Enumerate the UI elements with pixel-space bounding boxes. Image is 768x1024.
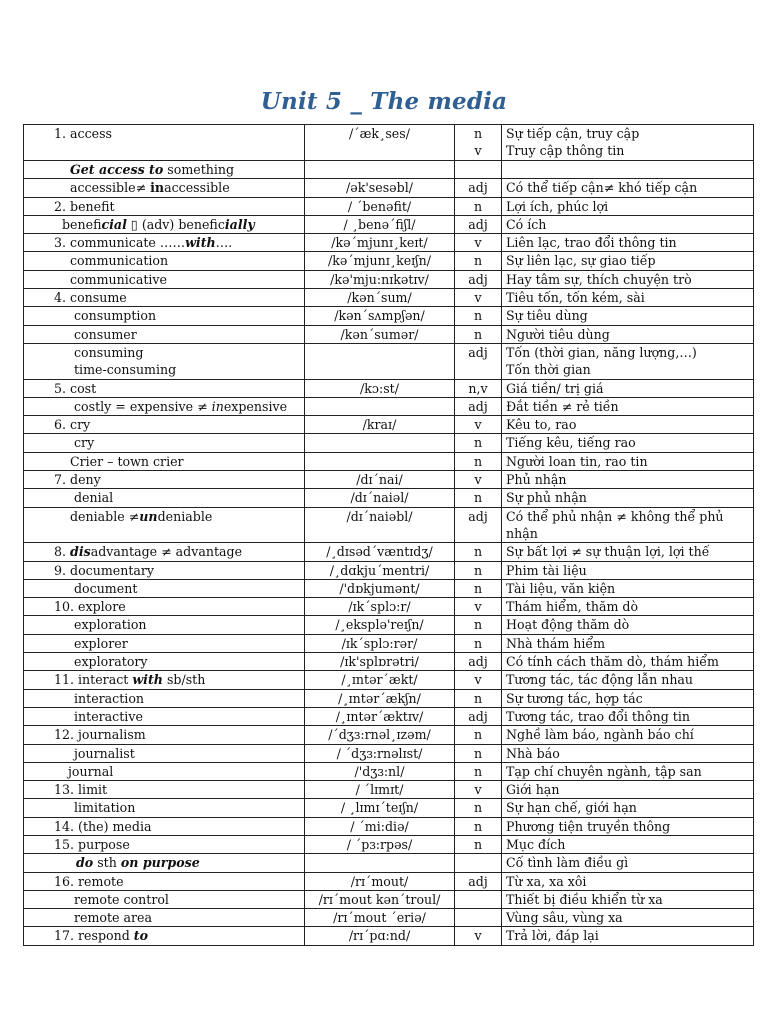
vocab-pronunciation — [305, 434, 455, 452]
vocab-part-of-speech: adj — [455, 179, 502, 197]
vocab-meaning: Liên lạc, trao đổi thông tin — [502, 234, 754, 252]
vocab-part-of-speech: n — [455, 817, 502, 835]
vocab-meaning: Tiếng kêu, tiếng rao — [502, 434, 754, 452]
vocab-row — [24, 234, 754, 252]
word-segment: to — [133, 928, 149, 944]
word-segment: 1. access — [54, 126, 113, 141]
vocab-pronunciation: / ¸benəˊfiʃl/ — [305, 215, 455, 233]
vocab-pronunciation: /¸dɪsədˊvæntɪdʒ/ — [305, 543, 455, 561]
vocab-meaning: Mục đích — [502, 835, 754, 853]
vocab-row — [24, 634, 754, 652]
vocab-pronunciation: /kə'mju:nɪkətɪv/ — [305, 270, 455, 288]
vocab-pronunciation — [305, 343, 455, 379]
word-segment: un — [139, 508, 158, 524]
vocab-word — [24, 507, 305, 543]
vocab-word — [24, 289, 305, 307]
vocab-row — [24, 289, 754, 307]
word-segment: journalist — [74, 745, 135, 761]
vocab-pronunciation: /ˊæk¸ses/ — [305, 125, 455, 161]
vocab-row — [24, 252, 754, 270]
word-segment: interactive — [74, 708, 143, 724]
word-segment: 5. cost — [54, 380, 97, 396]
vocab-part-of-speech: v — [455, 234, 502, 252]
vocab-word — [24, 215, 305, 233]
vocab-row — [24, 616, 754, 634]
word-segment: in — [150, 180, 165, 196]
vocab-row — [24, 507, 754, 543]
vocab-word — [24, 434, 305, 452]
vocab-word — [24, 854, 305, 872]
vocab-row — [24, 343, 754, 379]
vocab-pronunciation: /rɪˊmout/ — [305, 872, 455, 890]
vocab-part-of-speech: n — [455, 762, 502, 780]
vocab-meaning: Phương tiện truyền thông — [502, 817, 754, 835]
vocab-part-of-speech: n — [455, 616, 502, 634]
vocab-row — [24, 707, 754, 725]
word-segment: ially — [224, 216, 255, 232]
vocab-row — [24, 689, 754, 707]
vocab-word — [24, 762, 305, 780]
word-segment: interaction — [74, 690, 145, 706]
vocab-word — [24, 890, 305, 908]
vocab-pronunciation: /kraɪ/ — [305, 416, 455, 434]
vocab-row — [24, 197, 754, 215]
vocab-word — [24, 689, 305, 707]
vocab-row — [24, 416, 754, 434]
word-segment: on purpose — [120, 855, 200, 871]
vocab-word — [24, 927, 305, 945]
vocab-pronunciation: /kənˊsumər/ — [305, 325, 455, 343]
vocab-pronunciation: /rɪˊpɑ:nd/ — [305, 927, 455, 945]
word-segment: 14. (the) media — [54, 818, 152, 834]
vocab-part-of-speech: n — [455, 689, 502, 707]
word-segment: ▯ (adv) benefic — [126, 216, 225, 232]
word-segment: 10. explore — [54, 599, 126, 615]
vocab-part-of-speech: n v — [455, 125, 502, 161]
vocab-word — [24, 598, 305, 616]
vocab-word — [24, 307, 305, 325]
vocab-row — [24, 543, 754, 561]
vocab-meaning: Người loan tin, rao tin — [502, 452, 754, 470]
vocab-row — [24, 799, 754, 817]
word-segment: consumption — [74, 308, 157, 324]
word-segment: 6. cry — [54, 417, 91, 433]
word-segment: 15. purpose — [54, 836, 130, 852]
vocab-row — [24, 489, 754, 507]
vocab-meaning: Có ích — [502, 215, 754, 233]
vocab-pronunciation: /ək'sesəbl/ — [305, 179, 455, 197]
vocab-meaning: Có tính cách thăm dò, thám hiểm — [502, 653, 754, 671]
vocab-part-of-speech: n — [455, 543, 502, 561]
vocab-meaning: Nhà báo — [502, 744, 754, 762]
vocabulary-table-body — [24, 125, 754, 946]
vocab-row — [24, 179, 754, 197]
vocab-meaning: Giới hạn — [502, 781, 754, 799]
vocab-meaning: Cố tình làm điều gì — [502, 854, 754, 872]
vocab-row — [24, 726, 754, 744]
vocab-row — [24, 598, 754, 616]
vocab-word — [24, 671, 305, 689]
vocab-row — [24, 835, 754, 853]
vocab-pronunciation: / ˊbenəfit/ — [305, 197, 455, 215]
vocab-pronunciation: /¸ɪntərˊækʃn/ — [305, 689, 455, 707]
vocab-word — [24, 579, 305, 597]
word-segment: cry — [74, 435, 95, 451]
vocab-part-of-speech: n — [455, 579, 502, 597]
vocab-part-of-speech: n — [455, 835, 502, 853]
vocab-meaning: Giá tiền/ trị giá — [502, 379, 754, 397]
word-segment: denial — [74, 490, 114, 506]
vocab-pronunciation: /dɪˊnaiəl/ — [305, 489, 455, 507]
vocab-part-of-speech: adj — [455, 653, 502, 671]
word-segment: 17. respond — [54, 928, 134, 944]
word-segment: 9. documentary — [54, 562, 155, 578]
word-segment: 13. limit — [54, 782, 108, 798]
vocab-word — [24, 653, 305, 671]
vocab-meaning — [502, 161, 754, 179]
vocab-meaning: Hoạt động thăm dò — [502, 616, 754, 634]
vocab-word — [24, 234, 305, 252]
vocab-meaning: Sự tiêu dùng — [502, 307, 754, 325]
word-segment: 7. deny — [54, 472, 101, 488]
word-segment: 4. consume — [54, 290, 127, 306]
vocab-meaning: Vùng sâu, vùng xa — [502, 909, 754, 927]
vocab-meaning: Có thể tiếp cận≠ khó tiếp cận — [502, 179, 754, 197]
vocab-word — [24, 325, 305, 343]
vocab-word — [24, 817, 305, 835]
vocab-pronunciation: /dɪˊnaiəbl/ — [305, 507, 455, 543]
vocab-meaning: Tốn (thời gian, năng lượng,…) Tốn thời gian — [502, 343, 754, 379]
vocab-pronunciation: /¸dɑkjuˊmentri/ — [305, 561, 455, 579]
word-segment: Crier – town crier — [70, 453, 184, 469]
vocab-word — [24, 343, 305, 379]
vocab-part-of-speech: n — [455, 197, 502, 215]
vocab-pronunciation — [305, 854, 455, 872]
vocab-pronunciation: /ˊdʒɜ:rnəl¸ɪzəm/ — [305, 726, 455, 744]
vocab-pronunciation: /'dʒɜ:nl/ — [305, 762, 455, 780]
vocab-word — [24, 616, 305, 634]
vocab-row — [24, 125, 754, 161]
vocab-meaning: Tương tác, tác động lẫn nhau — [502, 671, 754, 689]
vocab-word — [24, 707, 305, 725]
vocab-word — [24, 379, 305, 397]
vocab-meaning: Sự tương tác, hợp tác — [502, 689, 754, 707]
word-segment: consumer — [74, 326, 137, 342]
word-segment: Get access to — [70, 162, 164, 177]
vocab-word — [24, 452, 305, 470]
vocabulary-table — [23, 124, 754, 946]
vocab-meaning: Thiết bị điều khiển từ xa — [502, 890, 754, 908]
vocab-meaning: Hay tâm sự, thích chuyện trò — [502, 270, 754, 288]
vocab-pronunciation: /¸eksplə'reɪʃn/ — [305, 616, 455, 634]
vocab-row — [24, 744, 754, 762]
vocab-pronunciation: /kəˊmjunɪ¸keɪt/ — [305, 234, 455, 252]
vocab-pronunciation — [305, 397, 455, 415]
vocab-word — [24, 872, 305, 890]
vocab-part-of-speech: adj — [455, 707, 502, 725]
vocab-meaning: Trả lời, đáp lại — [502, 927, 754, 945]
word-segment: explorer — [74, 635, 128, 651]
vocab-part-of-speech: adj — [455, 397, 502, 415]
word-segment: sb/sth — [162, 672, 206, 688]
word-segment: with — [185, 235, 216, 251]
vocab-word — [24, 397, 305, 415]
vocab-part-of-speech: n — [455, 252, 502, 270]
word-segment: deniable — [157, 508, 213, 524]
vocab-pronunciation: /ɪkˊsplɔ:r/ — [305, 598, 455, 616]
vocab-row — [24, 671, 754, 689]
vocab-word — [24, 179, 305, 197]
vocab-pronunciation — [305, 452, 455, 470]
vocab-pronunciation: / ˊmi:diə/ — [305, 817, 455, 835]
vocab-word — [24, 781, 305, 799]
vocab-part-of-speech: adj — [455, 507, 502, 543]
vocab-row — [24, 434, 754, 452]
vocab-part-of-speech: n — [455, 452, 502, 470]
vocab-part-of-speech: n,v — [455, 379, 502, 397]
word-segment: something — [163, 162, 235, 177]
vocab-word — [24, 543, 305, 561]
vocab-row — [24, 270, 754, 288]
word-segment: exploratory — [74, 654, 148, 670]
vocab-pronunciation: /'dɒkjumənt/ — [305, 579, 455, 597]
vocab-meaning: Thám hiểm, thăm dò — [502, 598, 754, 616]
vocab-pronunciation: /ɪkˊsplɔ:rər/ — [305, 634, 455, 652]
vocab-pronunciation: /dɪˊnai/ — [305, 471, 455, 489]
vocab-part-of-speech: n — [455, 561, 502, 579]
word-segment: deniable ≠ — [70, 508, 140, 524]
vocab-pronunciation: / ˊdʒɜ:rnəlɪst/ — [305, 744, 455, 762]
word-segment: limitation — [74, 800, 136, 816]
vocab-meaning: Tương tác, trao đổi thông tin — [502, 707, 754, 725]
vocab-row — [24, 653, 754, 671]
word-segment: …. — [215, 235, 233, 251]
word-segment: 8. — [54, 544, 71, 560]
vocab-word — [24, 909, 305, 927]
vocab-meaning: Tạp chí chuyên ngành, tập san — [502, 762, 754, 780]
vocab-meaning: Từ xa, xa xôi — [502, 872, 754, 890]
vocab-word — [24, 471, 305, 489]
vocab-part-of-speech: v — [455, 598, 502, 616]
vocab-meaning: Nhà thám hiểm — [502, 634, 754, 652]
word-segment: 3. communicate …… — [54, 235, 186, 251]
vocab-meaning: Nghề làm báo, ngành báo chí — [502, 726, 754, 744]
vocab-part-of-speech: v — [455, 781, 502, 799]
vocab-part-of-speech: adj — [455, 270, 502, 288]
word-segment: journal — [68, 763, 114, 779]
vocab-row — [24, 781, 754, 799]
word-segment: communicative — [70, 271, 167, 287]
word-segment: communication — [70, 253, 169, 269]
vocab-meaning: Đắt tiền ≠ rẻ tiền — [502, 397, 754, 415]
vocab-part-of-speech: v — [455, 927, 502, 945]
vocab-pronunciation: /kənˊsum/ — [305, 289, 455, 307]
word-segment: accessible — [164, 180, 230, 196]
vocab-row — [24, 161, 754, 179]
vocab-part-of-speech — [455, 161, 502, 179]
word-segment: in — [211, 398, 224, 414]
vocab-part-of-speech: n — [455, 634, 502, 652]
vocab-part-of-speech: v — [455, 471, 502, 489]
word-segment: cial — [101, 216, 127, 232]
vocab-row — [24, 307, 754, 325]
word-segment: advantage ≠ advantage — [90, 544, 243, 560]
vocab-row — [24, 927, 754, 945]
vocab-part-of-speech: v — [455, 289, 502, 307]
word-segment: accessible≠ — [70, 180, 151, 196]
vocab-meaning: Phim tài liệu — [502, 561, 754, 579]
word-segment: 2. benefit — [54, 198, 115, 214]
vocab-row — [24, 890, 754, 908]
vocab-row — [24, 452, 754, 470]
vocab-row — [24, 561, 754, 579]
vocab-pronunciation: /rɪˊmout kənˊtroul/ — [305, 890, 455, 908]
vocab-row — [24, 397, 754, 415]
vocab-pronunciation: /¸ɪntərˊæktɪv/ — [305, 707, 455, 725]
vocab-part-of-speech — [455, 854, 502, 872]
vocab-pronunciation: / ¸lɪmɪˊteɪʃn/ — [305, 799, 455, 817]
vocab-word — [24, 744, 305, 762]
word-segment: expensive — [223, 398, 288, 414]
vocab-word — [24, 270, 305, 288]
vocab-part-of-speech: adj — [455, 215, 502, 233]
word-segment: with — [132, 672, 163, 688]
vocab-part-of-speech: v — [455, 416, 502, 434]
word-segment: costly = expensive ≠ — [74, 398, 212, 414]
word-segment: exploration — [74, 617, 147, 633]
vocab-pronunciation — [305, 161, 455, 179]
vocab-part-of-speech: n — [455, 307, 502, 325]
vocab-row — [24, 909, 754, 927]
vocab-meaning: Sự hạn chế, giới hạn — [502, 799, 754, 817]
vocab-word — [24, 561, 305, 579]
vocab-word — [24, 197, 305, 215]
vocab-row — [24, 325, 754, 343]
vocab-part-of-speech — [455, 890, 502, 908]
vocab-pronunciation: /¸ɪntərˊækt/ — [305, 671, 455, 689]
vocab-meaning: Sự bất lợi ≠ sự thuận lợi, lợi thế — [502, 543, 754, 561]
vocab-part-of-speech: adj — [455, 872, 502, 890]
word-segment: remote control — [74, 891, 169, 907]
word-segment: sth — [93, 855, 121, 871]
word-segment: consuming time-consuming — [74, 344, 177, 378]
vocab-meaning: Kêu to, rao — [502, 416, 754, 434]
vocab-part-of-speech: n — [455, 325, 502, 343]
vocab-row — [24, 579, 754, 597]
vocab-row — [24, 854, 754, 872]
vocab-word — [24, 125, 305, 161]
vocab-part-of-speech: adj — [455, 343, 502, 379]
vocab-row — [24, 379, 754, 397]
word-segment: 11. interact — [54, 672, 133, 688]
word-segment: do — [76, 855, 94, 871]
vocab-pronunciation: /kɔ:st/ — [305, 379, 455, 397]
vocab-meaning: Phủ nhận — [502, 471, 754, 489]
vocab-row — [24, 817, 754, 835]
vocab-row — [24, 215, 754, 233]
vocab-pronunciation: /ɪk'splɒrətri/ — [305, 653, 455, 671]
word-segment: dis — [70, 544, 91, 560]
vocab-row — [24, 762, 754, 780]
vocab-pronunciation: /rɪˊmout ˊeriə/ — [305, 909, 455, 927]
vocab-row — [24, 471, 754, 489]
vocab-word — [24, 252, 305, 270]
word-segment: 12. journalism — [54, 727, 146, 743]
vocab-meaning: Người tiêu dùng — [502, 325, 754, 343]
vocab-part-of-speech: n — [455, 799, 502, 817]
vocab-meaning: Tài liệu, văn kiện — [502, 579, 754, 597]
vocab-pronunciation: /kənˊsʌmpʃən/ — [305, 307, 455, 325]
vocab-meaning: Lợi ích, phúc lợi — [502, 197, 754, 215]
vocab-pronunciation: / ˊpɜ:rpəs/ — [305, 835, 455, 853]
vocab-pronunciation: / ˊlɪmɪt/ — [305, 781, 455, 799]
vocab-word — [24, 835, 305, 853]
vocab-part-of-speech — [455, 909, 502, 927]
vocab-part-of-speech: n — [455, 489, 502, 507]
vocab-word — [24, 799, 305, 817]
word-segment: document — [74, 580, 138, 596]
vocab-part-of-speech: v — [455, 671, 502, 689]
page-title: Unit 5 _ The media — [260, 88, 508, 115]
word-segment: 16. remote — [54, 873, 124, 889]
vocab-word — [24, 489, 305, 507]
vocab-part-of-speech: n — [455, 744, 502, 762]
vocab-meaning: Có thể phủ nhận ≠ không thể phủ nhận — [502, 507, 754, 543]
vocab-meaning: Sự tiếp cận, truy cập Truy cập thông tin — [502, 125, 754, 161]
word-segment: benefi — [62, 216, 102, 232]
vocab-word — [24, 416, 305, 434]
word-segment: remote area — [74, 910, 153, 926]
vocab-word — [24, 634, 305, 652]
vocab-meaning: Sự phủ nhận — [502, 489, 754, 507]
vocab-part-of-speech: n — [455, 434, 502, 452]
vocab-meaning: Sự liên lạc, sự giao tiếp — [502, 252, 754, 270]
vocab-pronunciation: /kəˊmjunɪ¸keɪʃn/ — [305, 252, 455, 270]
vocab-word — [24, 726, 305, 744]
vocab-row — [24, 872, 754, 890]
vocab-word — [24, 161, 305, 179]
vocab-part-of-speech: n — [455, 726, 502, 744]
vocab-meaning: Tiêu tốn, tốn kém, sài — [502, 289, 754, 307]
